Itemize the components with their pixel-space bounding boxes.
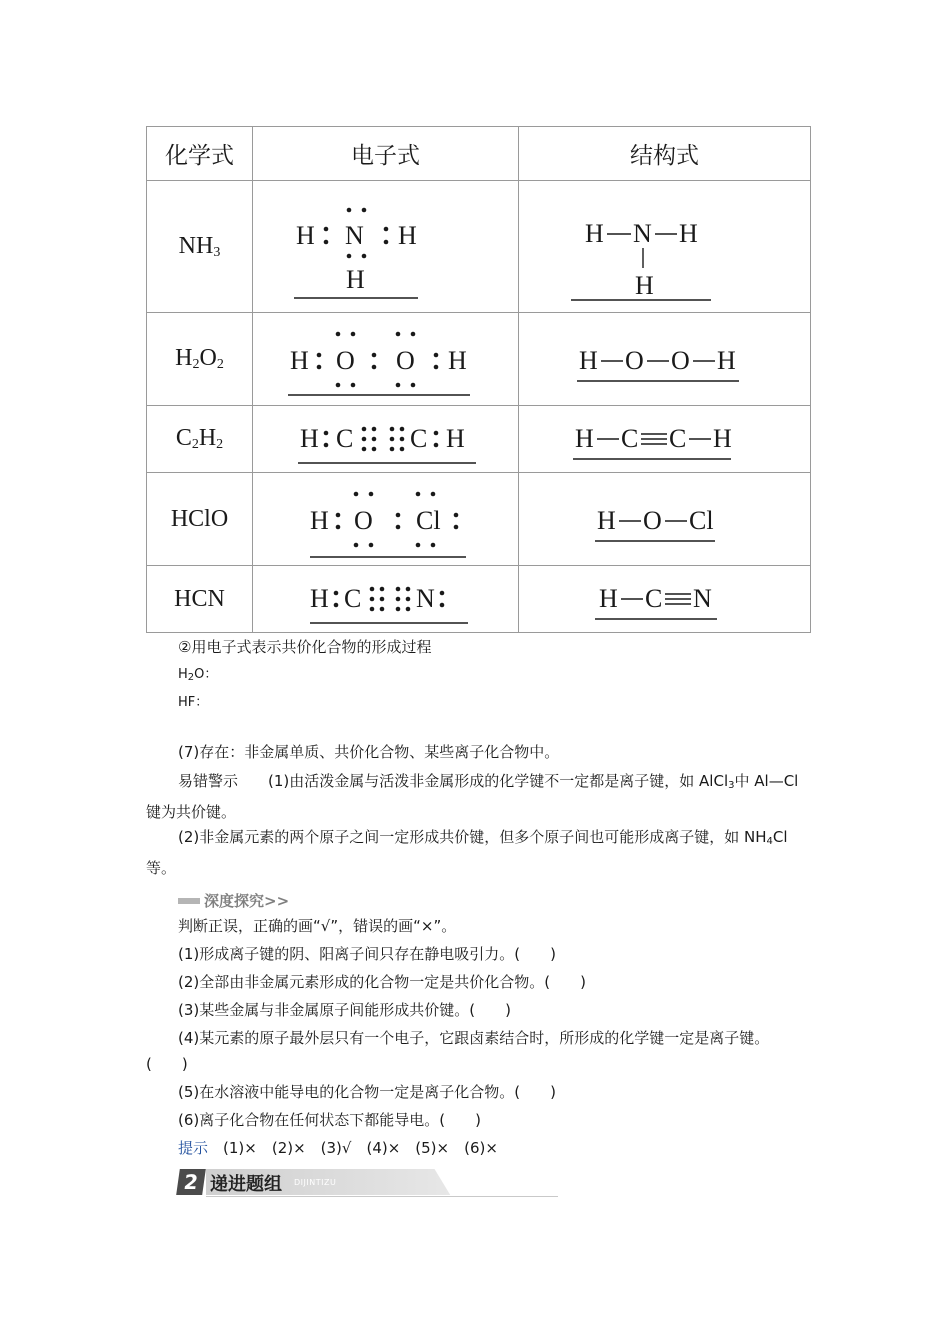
electron-formula-nh3 — [253, 181, 519, 313]
table-row — [147, 473, 811, 566]
formula-nh3: $NH_3$ — [147, 181, 253, 313]
structural-formula-nh3 — [519, 181, 811, 313]
structural-formula-h2o2 — [519, 313, 811, 406]
atom-h: H — [584, 218, 604, 248]
atom-o: O — [395, 346, 415, 375]
warning-paragraph-1: 易错警示 (1)由活泼金属与活泼非金属形成的化学键不一定都是离子键，如 AlCl$_3$中 Al—Cl 键为共价键。 — [146, 772, 799, 821]
chemical-formula-table — [146, 126, 811, 633]
existence-text: (7)存在：非金属单质、共价化合物、某些离子化合物中。 — [178, 743, 560, 761]
atom-n: N — [692, 584, 712, 613]
banner-title: 递进题组 — [210, 1174, 282, 1195]
formula-c2h2: $C_2H_2$ — [147, 406, 253, 473]
atom-h: H — [598, 584, 618, 613]
atom-o: O — [624, 346, 644, 375]
question-item: (6)离子化合物在任何状态下都能导电。( ) — [178, 1111, 481, 1129]
atom-h: H — [716, 346, 736, 375]
formation-process-heading: ②用电子式表示共价化合物的形成过程 — [178, 638, 432, 656]
hint-line — [178, 1137, 498, 1159]
atom-h: H — [678, 218, 698, 248]
formula-hclo: HClO — [147, 473, 253, 566]
formula-h2o2: $H_2O_2$ — [147, 313, 253, 406]
hf-label: HF： — [178, 695, 209, 710]
atom-c: C — [409, 424, 427, 453]
atom-c: C — [668, 424, 686, 453]
header-formula: 化学式 — [147, 127, 253, 181]
banner-rule — [206, 1196, 558, 1197]
atom-c: C — [620, 424, 638, 453]
progressive-questions-banner — [178, 1167, 558, 1197]
heading-bar-icon — [178, 898, 200, 904]
atom-o: O — [670, 346, 690, 375]
table-row — [147, 566, 811, 633]
structural-formula-c2h2 — [519, 406, 811, 473]
electron-formula-hclo — [253, 473, 519, 566]
atom-h: H — [345, 264, 365, 294]
deep-exploration-heading — [178, 890, 289, 911]
question-item: (2)全部由非金属元素形成的化合物一定是共价化合物。( ) — [178, 973, 586, 991]
hint-label: 提示 — [178, 1139, 209, 1157]
atom-cl: Cl — [688, 506, 714, 535]
warning-paragraph-2: (2)非金属元素的两个原子之间一定形成共价键，但多个原子间也可能形成离子键，如 $NH_4Cl$ 等。 — [146, 828, 788, 877]
warning-label: 易错警示 — [178, 772, 239, 790]
atom-n: N — [632, 218, 652, 248]
header-electron-formula: 电子式 — [253, 127, 519, 181]
atom-h: H — [712, 424, 732, 453]
atom-h: H — [289, 346, 309, 375]
atom-h: H — [299, 424, 319, 453]
structural-formula-hclo — [519, 473, 811, 566]
banner-number: 2 — [176, 1169, 206, 1195]
electron-formula-c2h2 — [253, 406, 519, 473]
atom-h: H — [447, 346, 467, 375]
table-row — [147, 181, 811, 313]
header-structural-formula: 结构式 — [519, 127, 811, 181]
electron-formula-h2o2 — [253, 313, 519, 406]
hint-answers: (1)× (2)× (3)√ (4)× (5)× (6)× — [223, 1139, 498, 1157]
banner-pinyin: DIJINTIZU — [294, 1178, 337, 1187]
table-row — [147, 313, 811, 406]
atom-h: H — [634, 270, 654, 300]
atom-h: H — [295, 220, 315, 250]
atom-h: H — [578, 346, 598, 375]
table-row — [147, 406, 811, 473]
atom-c: C — [343, 584, 361, 613]
question-item: (5)在水溶液中能导电的化合物一定是离子化合物。( ) — [178, 1083, 556, 1101]
atom-cl: Cl — [415, 506, 441, 535]
h2o-label: $H_2O$： — [178, 667, 218, 683]
question-item: (1)形成离子键的阴、阳离子间只存在静电吸引力。( ) — [178, 945, 556, 963]
atom-c: C — [644, 584, 662, 613]
atom-h: H — [596, 506, 616, 535]
table-header-row — [147, 127, 811, 181]
atom-o: O — [335, 346, 355, 375]
electron-formula-hcn — [253, 566, 519, 633]
question-item: (3)某些金属与非金属原子间能形成共价键。( ) — [178, 1001, 511, 1019]
atom-n: N — [415, 584, 435, 613]
atom-h: H — [397, 220, 417, 250]
formula-hcn: HCN — [147, 566, 253, 633]
deep-exploration-title: 深度探究>> — [204, 892, 290, 910]
atom-h: H — [309, 584, 329, 613]
atom-h: H — [309, 506, 329, 535]
explore-intro: 判断正误，正确的画“√”，错误的画“×”。 — [178, 917, 457, 935]
question-item: (4)某元素的原子最外层只有一个电子，它跟卤素结合时，所形成的化学键一定是离子键。( ) — [146, 1029, 770, 1073]
atom-h: H — [574, 424, 594, 453]
atom-c: C — [335, 424, 353, 453]
atom-o: O — [642, 506, 662, 535]
atom-h: H — [445, 424, 465, 453]
atom-n: N — [344, 220, 364, 250]
structural-formula-hcn — [519, 566, 811, 633]
atom-o: O — [353, 506, 373, 535]
